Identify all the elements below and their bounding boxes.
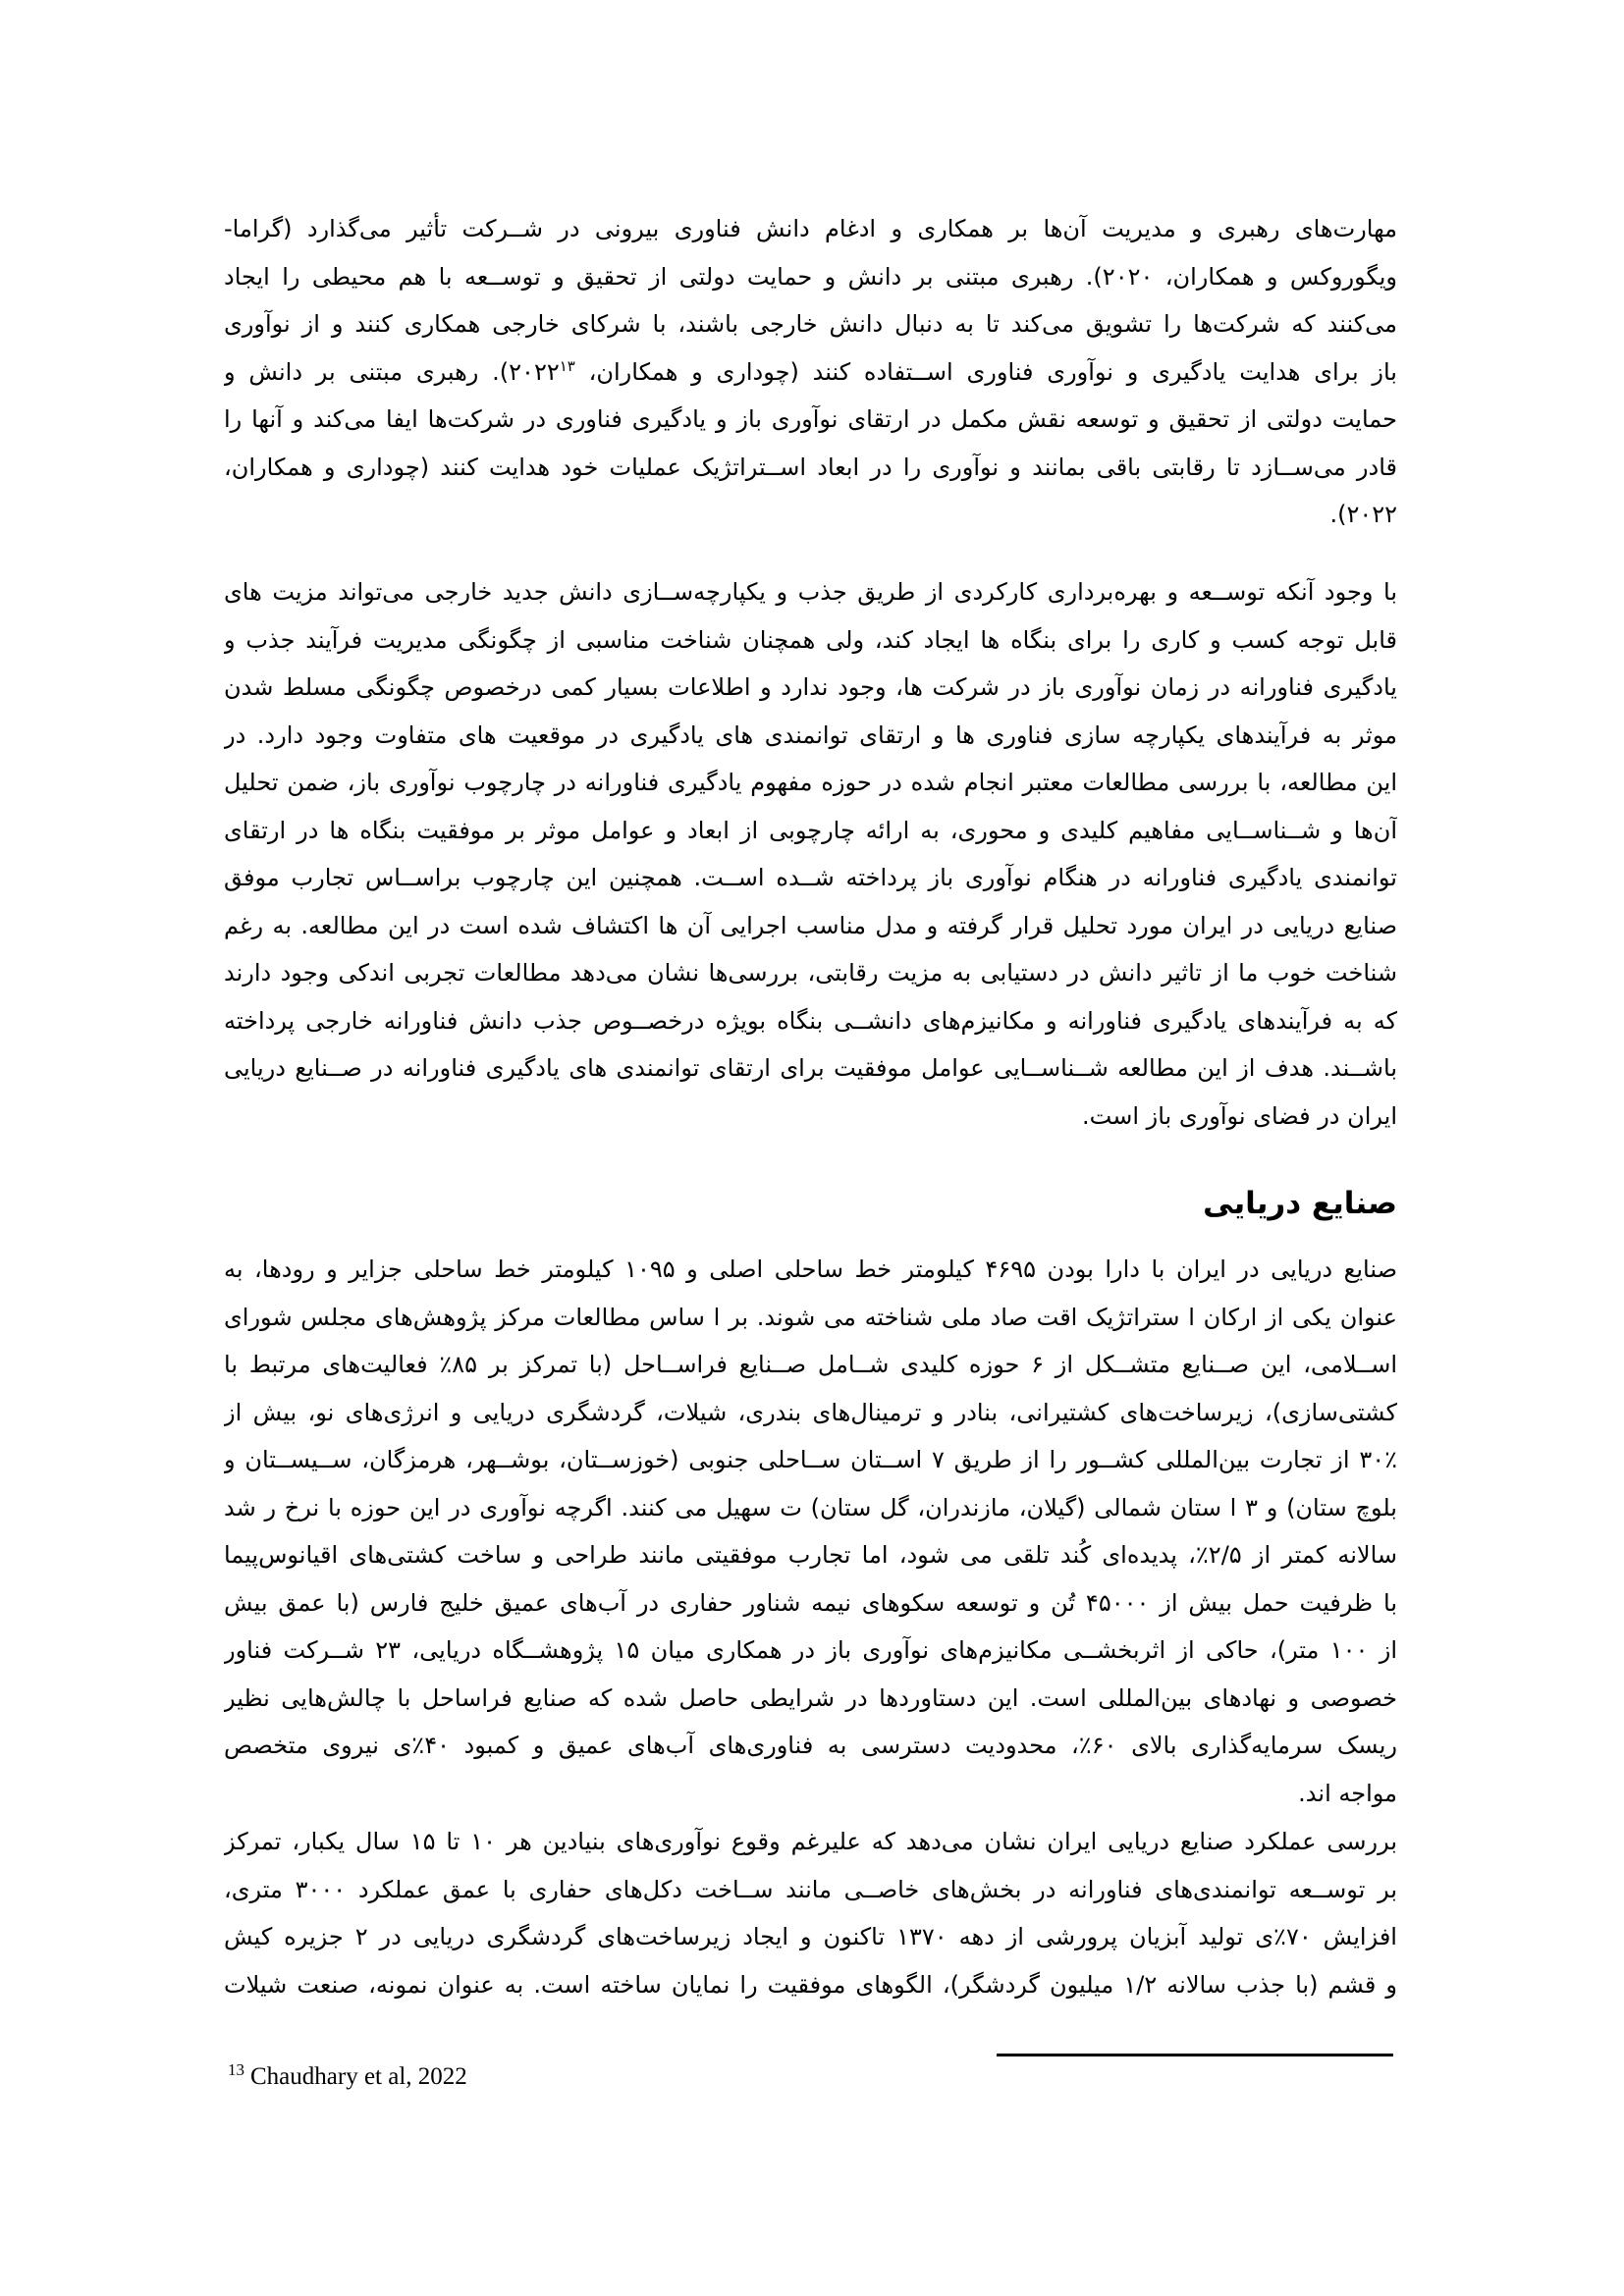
text-line: شناخت خوب ما از تاثیر دانش در دستیابی به مزیت رقابتی، بررسی‌ها نشان می‌دهد مطالعات تجربی اندکی وجود دارند — [224, 959, 1397, 987]
text-line: موثر به فرآیندهای یکپارچه سازی فناوری ها و ارتقای توانمندی های یادگیری در موقعیت های متفاوت وجود دارد. در — [224, 721, 1397, 749]
text-segment: ). رهبری مبتنی بر دانش و — [224, 357, 510, 386]
text-line: قابل توجه کسب و کاری را برای بنگاه ها ایجاد کند، ولی همچنان شناخت مناسبی از چگونگی مدیریت فرآیند جذب و — [224, 625, 1397, 654]
text-line: سالانه کمتر از ۲/۵٪، پدیده‌ای کُند تلقی می شود، اما تجارب موفقیتی مانند طراحی و ساخت کشتی‌های اقیانوس‌پیما — [224, 1541, 1397, 1569]
text-line: خصوصی و نهادهای بین‌المللی است. این دستاوردها در شرایطی حاصل شده که صنایع فراساحل با چالش‌هایی نظیر — [224, 1683, 1397, 1712]
text-line: و قشم (با جذب سالانه ۱/۲ میلیون گردشگر)، الگوهای موفقیت را نمایان ساخته است. به عنوان نمونه، صنعت شیلات — [224, 1970, 1397, 1999]
text-line: ایران در فضای نوآوری باز است. — [1082, 1101, 1397, 1130]
text-line: اســلامی، این صــنایع متشــکل از ۶ حوزه کلیدی شــامل صــنایع فراســاحل (با تمرکز بر ۸۵٪ فعالیت‌های مرتبط با — [224, 1351, 1397, 1378]
text-line: این مطالعه، با بررسی مطالعات معتبر انجام شده در حوزه مفهوم یادگیری فناورانه در چارچوب نوآوری باز، ضمن تحلیل — [224, 769, 1397, 796]
footnote-text: Chaudhary et al, 2022 — [250, 2063, 467, 2090]
text-line: از ۱۰۰ متر)، حاکی از اثربخشــی مکانیزم‌های نوآوری باز در همکاری میان ۱۵ پژوهشــگاه دریایی، ۲۳ شــرکت فناور — [224, 1636, 1397, 1664]
text-line: یادگیری فناورانه در زمان نوآوری باز در شرکت ها، وجود ندارد و اطلاعات بسیار کمی درخصوص چگونگی مسلط شدن — [224, 673, 1397, 701]
text-segment: باز برای هدایت یادگیری و نوآوری فناوری اســتفاده کنند (چوداری و همکاران، ۲۰۲۲ — [509, 357, 1397, 386]
text-line: بلوچ ستان) و ۳ ا ستان شمالی (گیلان، مازندران، گل ستان) ت سهیل می کنند. اگرچه نوآوری در این حوزه با نرخ ر شد — [224, 1493, 1397, 1522]
text-line: که به فرآیندهای یادگیری فناورانه و مکانیزم‌های دانشــی بنگاه بویژه درخصــوص جذب دانش فناورانه خارجی پرداخته — [224, 1006, 1397, 1035]
text-line: ویگوروکس و همکاران، ۲۰۲۰). رهبری مبتنی بر دانش و حمایت دولتی از تحقیق و توســعه با هم محیطی را ایجاد — [224, 262, 1397, 291]
text-line: مواجه اند. — [1298, 1779, 1397, 1807]
text-line: افزایش ۷۰٪ی تولید آبزیان پرورشی از دهه ۱۳۷۰ تاکنون و ایجاد زیرساخت‌های گردشگری دریایی در ۲ جزیره کیش — [224, 1923, 1397, 1950]
text-line: صنایع دریایی در ایران مورد تحلیل قرار گرفته و مدل مناسب اجرایی آن ها اکتشاف شده است در این مطالعه. به رغم — [224, 911, 1397, 939]
footnote-chaudhary — [228, 2060, 467, 2094]
text-line: با ظرفیت حمل بیش از ۴۵۰۰۰ تُن و توسعه سکوهای نیمه شناور حفاری در آب‌های عمیق خلیج فارس (با عمق بیش — [224, 1588, 1397, 1617]
text-line: حمایت دولتی از تحقیق و توسعه نقش مکمل در ارتقای نوآوری باز و یادگیری فناوری در شرکت‌ها ایفا می‌کند و آنها را — [224, 405, 1397, 433]
text-line: ریسک سرمایه‌گذاری بالای ۶۰٪، محدودیت دسترسی به فناوری‌های آب‌های عمیق و کمبود ۴۰٪ی نیروی متخصص — [224, 1732, 1397, 1759]
text-line: صنایع دریایی در ایران با دارا بودن ۴۶۹۵ کیلومتر خط ساحلی اصلی و ۱۰۹۵ کیلومتر خط ساحلی جزایر و رودها، به — [224, 1255, 1397, 1283]
paragraph-leadership-knowledge — [224, 205, 1397, 539]
text-line: با وجود آنکه توســعه و بهره‌برداری کارکردی از طریق جذب و یکپارچه‌ســازی دانش جدید خارجی می‌تواند مزیت های — [224, 578, 1397, 606]
paragraph-open-innovation-absorption — [224, 568, 1397, 1140]
text-line: می‌کنند که شرکت‌ها را تشویق می‌کند تا به دنبال دانش خارجی باشند، با شرکای خارجی همکاری کنند و از نوآوری — [224, 310, 1397, 338]
text-line: عنوان یکی از ارکان ا ستراتژیک اقت صاد ملی شناخته می شوند. بر ا ساس مطالعات مرکز پژوهش‌های مجلس شورای — [224, 1303, 1397, 1331]
text-line: ۲۰۲۲). — [1329, 501, 1397, 528]
text-line: کشتی‌سازی)، زیرساخت‌های کشتیرانی، بنادر و ترمینال‌های بندری، شیلات، گردشگری دریایی و انرژی‌های نو، بیش از — [224, 1398, 1397, 1426]
text-line — [224, 348, 1397, 397]
text-line: بر توســعه توانمندی‌های فناورانه در بخش‌های خاصــی مانند ســاخت دکل‌های حفاری با عمق عملکرد ۳۰۰۰ متری، — [224, 1875, 1397, 1903]
text-line: باشــند. هدف از این مطالعه شــناســایی عوامل موفقیت برای ارتقای توانمندی های یادگیری فناورانه در صــنایع دریایی — [224, 1054, 1397, 1082]
paragraph-marine-performance — [224, 1818, 1397, 2008]
footnote-marker: 13 — [228, 2059, 244, 2079]
text-line: توانمندی یادگیری فناورانه در هنگام نوآوری باز پرداخته شــده اســت. همچنین این چارچوب براســاس تجارب موفق — [224, 864, 1397, 891]
section-heading-marine-industries: صنایع دریایی — [1203, 1186, 1397, 1221]
text-line: آن‌ها و شــناســایی مفاهیم کلیدی و محوری، به ارائه چارچوبی از ابعاد و عوامل موثر بر موفقیت بنگاه ها در ارتقای — [224, 816, 1397, 844]
text-line: بررسی عملکرد صنایع دریایی ایران نشان می‌دهد که علیرغم وقوع نوآوری‌های بنیادین هر ۱۰ تا ۱۵ سال یکبار، تمرکز — [224, 1828, 1397, 1855]
text-line: قادر می‌ســازد تا رقابتی باقی بمانند و نوآوری را در ابعاد اســتراتژیک عملیات خود هدایت کنند (چوداری و همکاران، — [224, 453, 1397, 481]
text-line: ۳۰٪ از تجارت بین‌المللی کشــور را از طریق ۷ اســتان ســاحلی جنوبی (خوزســتان، بوشــهر، هرمزگان، ســیســتان و — [224, 1446, 1397, 1473]
text-line: مهارت‌های رهبری و مدیریت آن‌ها بر همکاری و ادغام دانش فناوری بیرونی در شــرکت تأثیر می‌گذارد (گراما- — [224, 215, 1397, 242]
footnote-separator — [997, 2054, 1393, 2056]
footnote-ref-13: ۱۳ — [559, 356, 575, 375]
paragraph-marine-industries-overview — [224, 1246, 1397, 1817]
